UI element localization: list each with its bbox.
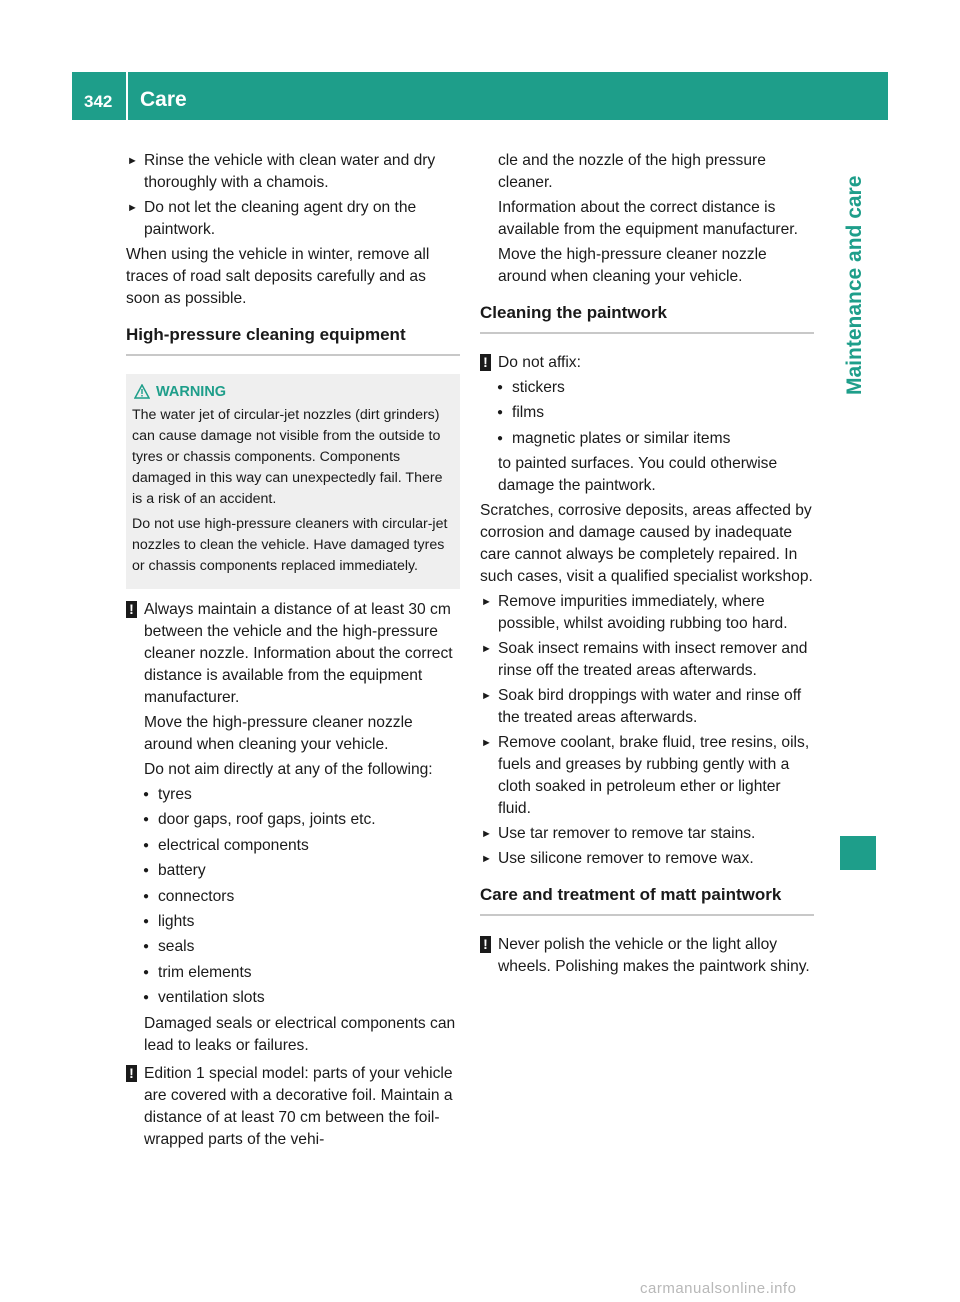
exclamation-icon: !: [126, 1065, 137, 1082]
side-section-label: Maintenance and care: [843, 175, 866, 395]
list-item: ● electrical components: [126, 835, 460, 857]
list-item: ● stickers: [480, 377, 814, 399]
list-item: ● magnetic plates or similar items: [480, 428, 814, 450]
bullet-icon: ●: [143, 839, 150, 851]
step-arrow-icon: ►: [481, 853, 492, 866]
list-item: ● connectors: [126, 886, 460, 908]
instruction-step: ► Do not let the cleaning agent dry on the paintwork.: [127, 199, 417, 238]
list-item: ● ventilation slots: [126, 987, 460, 1009]
section-heading-cleaning-paintwork: Cleaning the paintwork: [480, 302, 814, 334]
note-block: ! Do not affix:: [480, 352, 814, 374]
list-item: ● tyres: [126, 784, 460, 806]
header-divider: [126, 72, 128, 120]
bullet-icon: ●: [497, 432, 504, 444]
right-column: [480, 150, 814, 981]
page-title: Care: [140, 88, 187, 111]
bullet-icon: ●: [143, 865, 150, 877]
side-tab-marker: [840, 836, 876, 870]
note-block: ! Never polish the vehicle or the light alloy wheels. Polishing makes the paintwork shiny.: [480, 934, 814, 978]
bullet-icon: ●: [143, 915, 150, 927]
warning-title: WARNING: [132, 382, 452, 403]
step-arrow-icon: ►: [481, 596, 492, 609]
list-item: ● trim elements: [126, 962, 460, 984]
list-item: ● door gaps, roof gaps, joints etc.: [126, 809, 460, 831]
step-arrow-icon: ►: [481, 828, 492, 841]
bullet-icon: ●: [497, 382, 504, 393]
bullet-icon: ●: [143, 966, 150, 978]
page-number: 342: [84, 92, 113, 111]
step-arrow-icon: ►: [127, 202, 138, 214]
note-continuation: Damaged seals or electrical components can lead to leaks or failures.: [144, 1014, 456, 1054]
note-block: ! Always maintain a distance of at least 30 cm between the vehicle and the high-pressure cleaner nozzle. Information about the correct distance is available from the equipment manufacturer. Move the high-pressure cleaner nozzle around when cleaning your vehicle. Do not aim directly at any of the following:: [126, 599, 460, 781]
instruction-step: ► Remove coolant, brake fluid, tree resins, oils, fuels and greases by rubbing gently with a cloth soaked in petroleum ether or lighter fluid.: [481, 734, 810, 818]
bullet-icon: ●: [143, 814, 150, 826]
bullet-icon: ●: [497, 407, 504, 419]
instruction-step: ► Soak bird droppings with water and rinse off the treated areas afterwards.: [481, 687, 802, 727]
warning-text: Do not use high-pressure cleaners with circular-jet nozzles to clean the vehicle. Have damaged tyres or chassis components replaced immediately.: [132, 516, 448, 574]
bullet-icon: ●: [143, 941, 150, 953]
note-continuation: cle and the nozzle of the high pressure cleaner. Information about the correct distance is available from the equipment manufacturer. Move the high-pressure cleaner nozzle around when cleaning your vehicle.: [498, 152, 798, 285]
list-item: ● films: [480, 402, 814, 424]
step-arrow-icon: ►: [481, 643, 492, 656]
instruction-step: ► Remove impurities immediately, where possible, whilst avoiding rubbing too hard.: [481, 593, 788, 633]
page-header-bar: [72, 72, 888, 120]
warning-triangle-icon: [134, 384, 150, 399]
instruction-step: ► Use tar remover to remove tar stains.: [480, 823, 814, 845]
instruction-step: ► Rinse the vehicle with clean water and dry thoroughly with a chamois.: [127, 152, 436, 191]
exclamation-icon: !: [126, 601, 137, 618]
left-column: [126, 150, 460, 1154]
note-block: ! Edition 1 special model: parts of your vehicle are covered with a decorative foil. Maintain a distance of at least 70 cm between the foil-wrapped parts of the vehi-: [126, 1063, 460, 1151]
list-item: ● lights: [126, 911, 460, 933]
bullet-icon: ●: [143, 890, 150, 902]
exclamation-icon: !: [480, 936, 491, 953]
list-item: ● battery: [126, 860, 460, 882]
list-item: ● seals: [126, 936, 460, 958]
watermark: carmanualsonline.info: [640, 1280, 797, 1297]
instruction-step: ► Use silicone remover to remove wax.: [480, 848, 814, 870]
scratch-paragraph: Scratches, corrosive deposits, areas affected by corrosion and damage caused by inadequate care cannot always be completely repaired. In such cases, visit a qualified specialist workshop.: [480, 502, 813, 586]
section-heading-high-pressure: High-pressure cleaning equipment: [126, 324, 460, 356]
step-arrow-icon: ►: [481, 737, 492, 750]
warning-box: [126, 374, 460, 589]
note-continuation: to painted surfaces. You could otherwise damage the paintwork.: [498, 455, 778, 495]
instruction-step: ► Soak insect remains with insect remover and rinse off the treated areas afterwards.: [481, 640, 808, 680]
section-heading-matt-paintwork: Care and treatment of matt paintwork: [480, 884, 814, 916]
step-arrow-icon: ►: [481, 690, 492, 703]
exclamation-icon: !: [480, 354, 491, 371]
bullet-icon: ●: [143, 789, 150, 800]
warning-text: The water jet of circular-jet nozzles (dirt grinders) can cause damage not visible from the outside to tyres or chassis components. Components damaged in this way can unexpectedly fail. There is a risk of an accident.: [132, 407, 443, 507]
winter-paragraph: When using the vehicle in winter, remove all traces of road salt deposits carefully and as soon as possible.: [126, 246, 430, 307]
bullet-icon: ●: [143, 992, 150, 1004]
step-arrow-icon: ►: [127, 155, 138, 167]
